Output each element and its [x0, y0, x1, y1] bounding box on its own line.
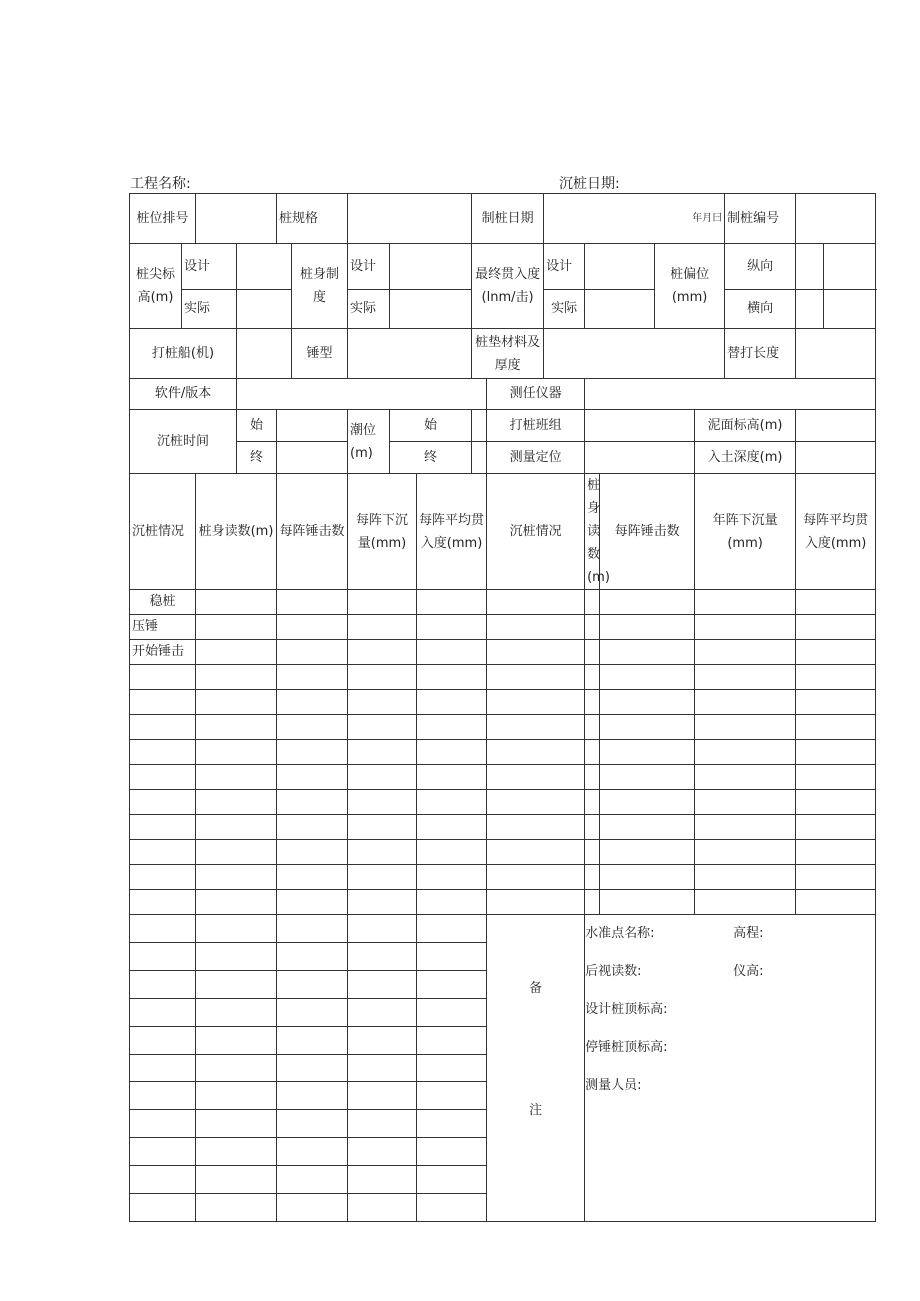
cell[interactable]	[487, 890, 585, 915]
cell[interactable]	[130, 1054, 196, 1082]
pad-material-value[interactable]	[544, 329, 725, 379]
embed-depth-label: 入土深度(m)	[695, 442, 796, 474]
cell[interactable]	[130, 1194, 196, 1222]
survey-pos-label: 测量定位	[487, 442, 585, 474]
cell[interactable]	[277, 615, 348, 640]
remarks-label-bottom: 注	[529, 1103, 543, 1118]
cell[interactable]	[417, 1166, 487, 1194]
cell[interactable]	[348, 765, 417, 790]
table-row	[130, 715, 876, 740]
pen-design-value[interactable]	[585, 244, 655, 290]
pile-crew-value[interactable]	[585, 410, 695, 442]
cell[interactable]	[196, 740, 277, 765]
cell[interactable]	[348, 890, 417, 915]
cell[interactable]	[695, 815, 796, 840]
cell[interactable]	[585, 890, 600, 915]
cell[interactable]	[130, 1166, 196, 1194]
cell[interactable]	[130, 915, 196, 943]
cell[interactable]	[277, 1082, 348, 1110]
cell[interactable]	[487, 815, 585, 840]
pile-time-label: 沉桩时间	[130, 410, 237, 474]
cell[interactable]	[277, 1194, 348, 1222]
longitudinal-label: 纵向	[725, 244, 796, 290]
cell[interactable]	[348, 665, 417, 690]
cell[interactable]	[585, 815, 600, 840]
cell[interactable]	[130, 740, 196, 765]
cell[interactable]	[130, 998, 196, 1026]
cell[interactable]	[130, 765, 196, 790]
cell[interactable]	[585, 865, 600, 890]
cell[interactable]	[348, 740, 417, 765]
remarks-panel[interactable]	[585, 915, 876, 1222]
cell[interactable]	[600, 815, 695, 840]
cell[interactable]	[695, 590, 796, 615]
cell[interactable]	[417, 740, 487, 765]
software-version-label: 软件/版本	[130, 379, 237, 410]
design-top-elev-label: 设计桩顶标高:	[585, 1002, 668, 1017]
table-row	[130, 865, 876, 890]
cell[interactable]	[417, 615, 487, 640]
cell[interactable]	[277, 740, 348, 765]
cell[interactable]	[196, 690, 277, 715]
table-row	[130, 740, 876, 765]
elevation-label: 高程:	[733, 926, 764, 941]
cell[interactable]	[417, 790, 487, 815]
pile-crew-label: 打桩班组	[487, 410, 585, 442]
cell[interactable]	[130, 715, 196, 740]
transverse-value-a[interactable]	[796, 290, 824, 329]
cell[interactable]	[487, 715, 585, 740]
project-name-label: 工程名称:	[130, 176, 191, 192]
table-row	[130, 915, 876, 943]
cell[interactable]	[348, 865, 417, 890]
table-row	[130, 890, 876, 915]
pile-spec-label: 桩规格	[277, 194, 348, 244]
backsight-label: 后视读数:	[585, 964, 642, 979]
row-label-start-hammer: 开始锤击	[130, 640, 196, 665]
body-design-value[interactable]	[390, 244, 472, 290]
cell[interactable]	[487, 765, 585, 790]
cell[interactable]	[348, 1166, 417, 1194]
time-end-value[interactable]	[277, 442, 348, 474]
cell[interactable]	[130, 1082, 196, 1110]
row-label-stabilize: 稳桩	[130, 590, 196, 615]
pile-date-label: 沉桩日期:	[559, 176, 620, 192]
cell[interactable]	[196, 715, 277, 740]
software-version-value[interactable]	[237, 379, 487, 410]
follower-length-label: 替打长度	[725, 329, 796, 379]
cell[interactable]	[585, 790, 600, 815]
cell[interactable]	[196, 615, 277, 640]
cell[interactable]	[130, 815, 196, 840]
cell[interactable]	[277, 890, 348, 915]
cell[interactable]	[130, 970, 196, 998]
cell[interactable]	[130, 1026, 196, 1054]
cell[interactable]	[487, 590, 585, 615]
cell[interactable]	[417, 815, 487, 840]
pen-actual-label: 实际	[544, 290, 585, 329]
time-start-value[interactable]	[277, 410, 348, 442]
cell[interactable]	[277, 915, 348, 943]
embed-depth-value[interactable]	[796, 442, 876, 474]
cell[interactable]	[417, 1082, 487, 1110]
cell[interactable]	[600, 665, 695, 690]
pile-tip-elev-label: 桩尖标高(m)	[130, 244, 182, 329]
cell[interactable]	[348, 1110, 417, 1138]
right-avg-pen-header: 每阵平均贯入度(mm)	[796, 474, 876, 590]
instrument-label: 测任仪器	[487, 379, 585, 410]
hammer-type-value[interactable]	[348, 329, 472, 379]
cell[interactable]	[277, 1026, 348, 1054]
cell[interactable]	[196, 998, 277, 1026]
cell[interactable]	[348, 640, 417, 665]
surveyor-label: 测量人员:	[585, 1078, 642, 1093]
cell[interactable]	[130, 690, 196, 715]
body-design-label: 设计	[348, 244, 390, 290]
cell[interactable]	[277, 998, 348, 1026]
cell[interactable]	[487, 640, 585, 665]
cell[interactable]	[487, 690, 585, 715]
cell[interactable]	[600, 840, 695, 865]
cell[interactable]	[796, 690, 876, 715]
cell[interactable]	[196, 590, 277, 615]
cell[interactable]	[417, 665, 487, 690]
longitudinal-value-b[interactable]	[824, 244, 876, 290]
cell[interactable]	[417, 1138, 487, 1166]
cell[interactable]	[277, 715, 348, 740]
tide-end-label: 终	[390, 442, 472, 474]
pile-body-make-label: 桩身制度	[292, 244, 348, 329]
remarks-line	[585, 957, 875, 995]
cell[interactable]	[796, 765, 876, 790]
left-avg-pen-header: 每阵平均贯入度(mm)	[417, 474, 487, 590]
cell[interactable]	[348, 715, 417, 740]
cell[interactable]	[796, 890, 876, 915]
cell[interactable]	[348, 690, 417, 715]
cell[interactable]	[796, 665, 876, 690]
cell[interactable]	[417, 590, 487, 615]
cell[interactable]	[348, 1082, 417, 1110]
cell[interactable]	[348, 1054, 417, 1082]
cell[interactable]	[417, 942, 487, 970]
cell[interactable]	[695, 715, 796, 740]
cell[interactable]	[585, 690, 600, 715]
cell[interactable]	[600, 865, 695, 890]
time-start-label: 始	[237, 410, 277, 442]
table-row	[130, 665, 876, 690]
instrument-value[interactable]	[585, 379, 876, 410]
cell[interactable]	[695, 765, 796, 790]
cell[interactable]	[348, 1194, 417, 1222]
cell[interactable]	[277, 942, 348, 970]
cell[interactable]	[796, 815, 876, 840]
cell[interactable]	[277, 1138, 348, 1166]
cell[interactable]	[130, 1110, 196, 1138]
cell[interactable]	[600, 765, 695, 790]
pile-make-no-value[interactable]	[796, 194, 876, 244]
cell[interactable]	[417, 640, 487, 665]
cell[interactable]	[600, 790, 695, 815]
cell[interactable]	[277, 640, 348, 665]
cell[interactable]	[417, 1026, 487, 1054]
cell[interactable]	[487, 740, 585, 765]
left-status-header: 沉桩情况	[130, 474, 196, 590]
cell[interactable]	[348, 615, 417, 640]
right-reading-header: 桩身读数(m)	[585, 474, 600, 590]
cell[interactable]	[130, 865, 196, 890]
cell[interactable]	[796, 590, 876, 615]
cell[interactable]	[196, 665, 277, 690]
tide-end-value[interactable]	[472, 442, 487, 474]
cell[interactable]	[277, 1054, 348, 1082]
cell[interactable]	[600, 715, 695, 740]
cell[interactable]	[348, 815, 417, 840]
cell[interactable]	[277, 1110, 348, 1138]
time-end-label: 终	[237, 442, 277, 474]
cell[interactable]	[130, 890, 196, 915]
cell[interactable]	[417, 865, 487, 890]
remarks-line	[585, 919, 875, 957]
tip-actual-label: 实际	[182, 290, 237, 329]
cell[interactable]	[196, 890, 277, 915]
tip-actual-value[interactable]	[237, 290, 292, 329]
cell[interactable]	[130, 1138, 196, 1166]
pile-make-date-value[interactable]	[544, 194, 725, 244]
cell[interactable]	[348, 998, 417, 1026]
left-reading-header: 桩身读数(m)	[196, 474, 277, 590]
pile-position-no-value[interactable]	[196, 194, 277, 244]
table-row	[130, 765, 876, 790]
cell[interactable]	[585, 740, 600, 765]
cell[interactable]	[277, 970, 348, 998]
tip-design-value[interactable]	[237, 244, 292, 290]
cell[interactable]	[196, 915, 277, 943]
cell[interactable]	[130, 790, 196, 815]
pen-design-label: 设计	[544, 244, 585, 290]
mud-elev-value[interactable]	[796, 410, 876, 442]
pile-driver-value[interactable]	[237, 329, 292, 379]
instrument-height-label: 仪高:	[733, 964, 764, 979]
cell[interactable]	[348, 1138, 417, 1166]
cell[interactable]	[600, 690, 695, 715]
body-actual-value[interactable]	[390, 290, 472, 329]
cell[interactable]	[796, 640, 876, 665]
cell[interactable]	[348, 590, 417, 615]
cell[interactable]	[585, 615, 600, 640]
pen-actual-value[interactable]	[585, 290, 655, 329]
cell[interactable]	[277, 840, 348, 865]
cell[interactable]	[600, 740, 695, 765]
tip-design-label: 设计	[182, 244, 237, 290]
cell[interactable]	[417, 765, 487, 790]
cell[interactable]	[417, 915, 487, 943]
cell[interactable]	[585, 590, 600, 615]
cell[interactable]	[695, 865, 796, 890]
longitudinal-value-a[interactable]	[796, 244, 824, 290]
transverse-value-b[interactable]	[824, 290, 876, 329]
cell[interactable]	[417, 890, 487, 915]
cell[interactable]	[277, 665, 348, 690]
cell[interactable]	[600, 890, 695, 915]
pile-spec-value[interactable]	[348, 194, 472, 244]
cell[interactable]	[695, 890, 796, 915]
table-row	[130, 590, 876, 615]
right-settle-header: 年阵下沉量(mm)	[695, 474, 796, 590]
cell[interactable]	[487, 840, 585, 865]
cell[interactable]	[348, 840, 417, 865]
cell[interactable]	[277, 865, 348, 890]
cell[interactable]	[277, 690, 348, 715]
cell[interactable]	[196, 640, 277, 665]
cell[interactable]	[585, 840, 600, 865]
cell[interactable]	[348, 1026, 417, 1054]
cell[interactable]	[796, 740, 876, 765]
cell[interactable]	[487, 665, 585, 690]
cell[interactable]	[417, 1110, 487, 1138]
cell[interactable]	[277, 790, 348, 815]
cell[interactable]	[585, 665, 600, 690]
stop-top-elev-label: 停锤桩顶标高:	[585, 1040, 668, 1055]
cell[interactable]	[695, 690, 796, 715]
cell[interactable]	[417, 715, 487, 740]
cell[interactable]	[417, 998, 487, 1026]
transverse-label: 横向	[725, 290, 796, 329]
table-row	[130, 790, 876, 815]
table-row	[130, 615, 876, 640]
body-actual-label: 实际	[348, 290, 390, 329]
pile-make-date-label: 制桩日期	[472, 194, 544, 244]
cell[interactable]	[585, 715, 600, 740]
cell[interactable]	[600, 590, 695, 615]
pile-offset-label: 桩偏位(mm)	[655, 244, 725, 329]
tide-level-label: 潮位(m)	[348, 410, 390, 474]
left-settle-header: 每阵下沉量(mm)	[348, 474, 417, 590]
row-label-press-hammer: 压锤	[130, 615, 196, 640]
cell[interactable]	[585, 640, 600, 665]
cell[interactable]	[348, 942, 417, 970]
cell[interactable]	[695, 640, 796, 665]
cell[interactable]	[196, 1054, 277, 1082]
cell[interactable]	[695, 615, 796, 640]
tide-start-value[interactable]	[472, 410, 487, 442]
pile-driver-label: 打桩船(机)	[130, 329, 237, 379]
remarks-label-top: 备	[529, 981, 543, 996]
cell[interactable]	[196, 1082, 277, 1110]
cell[interactable]	[417, 1054, 487, 1082]
tide-start-label: 始	[390, 410, 472, 442]
cell[interactable]	[196, 865, 277, 890]
cell[interactable]	[417, 690, 487, 715]
cell[interactable]	[130, 942, 196, 970]
hammer-type-label: 锤型	[292, 329, 348, 379]
table-row	[130, 690, 876, 715]
cell[interactable]	[695, 665, 796, 690]
cell[interactable]	[417, 1194, 487, 1222]
cell[interactable]	[196, 790, 277, 815]
cell[interactable]	[796, 840, 876, 865]
cell[interactable]	[417, 970, 487, 998]
cell[interactable]	[487, 790, 585, 815]
cell[interactable]	[796, 715, 876, 740]
cell[interactable]	[600, 615, 695, 640]
mud-elev-label: 泥面标高(m)	[695, 410, 796, 442]
pad-material-label: 桩垫材料及厚度	[472, 329, 544, 379]
cell[interactable]	[196, 765, 277, 790]
cell[interactable]	[695, 840, 796, 865]
left-blows-header: 每阵锤击数	[277, 474, 348, 590]
cell[interactable]	[695, 740, 796, 765]
table-row	[130, 815, 876, 840]
cell[interactable]	[487, 865, 585, 890]
right-status-header: 沉桩情况	[487, 474, 585, 590]
cell[interactable]	[196, 970, 277, 998]
cell[interactable]	[196, 1026, 277, 1054]
cell[interactable]	[196, 1110, 277, 1138]
cell[interactable]	[196, 840, 277, 865]
ymd-label: 年月曰	[692, 213, 723, 224]
cell[interactable]	[196, 1138, 277, 1166]
cell[interactable]	[277, 1166, 348, 1194]
cell[interactable]	[348, 915, 417, 943]
cell[interactable]	[277, 590, 348, 615]
table-row	[130, 840, 876, 865]
final-penetration-label: 最终贯入度(lnm/击)	[472, 244, 544, 329]
benchmark-name-label: 水准点名称:	[585, 926, 655, 941]
cell[interactable]	[277, 765, 348, 790]
cell[interactable]	[796, 615, 876, 640]
cell[interactable]	[196, 942, 277, 970]
cell[interactable]	[196, 815, 277, 840]
cell[interactable]	[487, 615, 585, 640]
cell[interactable]	[130, 840, 196, 865]
cell[interactable]	[130, 665, 196, 690]
remarks-title	[487, 915, 585, 1222]
pile-position-no-label: 桩位排号	[130, 194, 196, 244]
cell[interactable]	[600, 640, 695, 665]
cell[interactable]	[585, 765, 600, 790]
cell[interactable]	[348, 790, 417, 815]
cell[interactable]	[417, 840, 487, 865]
table-row	[130, 640, 876, 665]
cell[interactable]	[196, 1194, 277, 1222]
follower-length-value[interactable]	[796, 329, 876, 379]
pile-make-no-label: 制桩编号	[725, 194, 796, 244]
pile-driving-record-table	[129, 193, 876, 1222]
survey-pos-value[interactable]	[585, 442, 695, 474]
cell[interactable]	[196, 1166, 277, 1194]
cell[interactable]	[796, 865, 876, 890]
cell[interactable]	[277, 815, 348, 840]
cell[interactable]	[796, 790, 876, 815]
right-blows-header: 每阵锤击数	[600, 474, 695, 590]
cell[interactable]	[348, 970, 417, 998]
cell[interactable]	[695, 790, 796, 815]
